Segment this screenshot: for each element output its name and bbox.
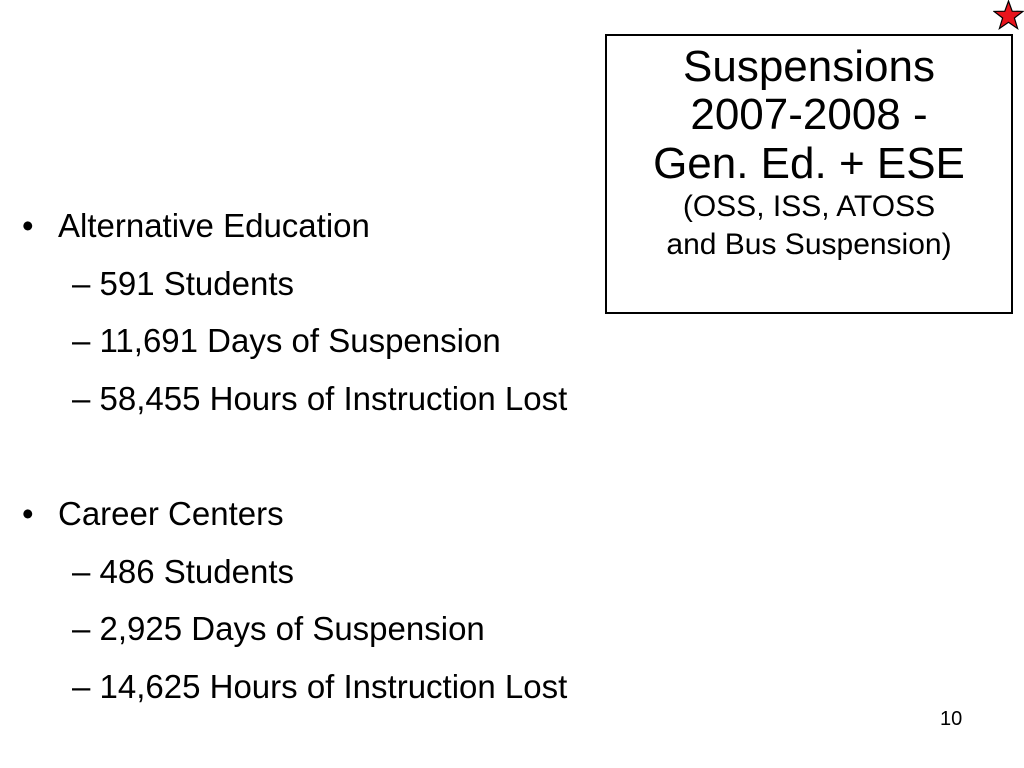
bullet-dot: • (22, 207, 34, 244)
sub-bullet-days: – 2,925 Days of Suspension (72, 610, 485, 647)
bullet-career-centers (22, 495, 284, 533)
title-line-2: 2007-2008 - (690, 90, 928, 140)
sub-bullet-students: – 591 Students (72, 265, 295, 302)
sub-bullet-hours: – 58,455 Hours of Instruction Lost (72, 380, 568, 417)
bullet-dot: • (22, 495, 34, 532)
bullet-heading: Alternative Education (58, 207, 370, 244)
title-line-1: Suspensions (683, 42, 935, 91)
sub-bullet-students: – 486 Students (72, 553, 295, 590)
sub-bullet-hours: – 14,625 Hours of Instruction Lost (72, 668, 568, 705)
title-line-3: Gen. Ed. + ESE (653, 138, 965, 188)
title-subtitle-1: (OSS, ISS, ATOSS (682, 190, 936, 224)
sub-bullet-days: – 11,691 Days of Suspension (72, 322, 501, 359)
star-icon (993, 0, 1024, 30)
slide-number: 10 (940, 708, 963, 730)
title-subtitle-2: and Bus Suspension) (666, 227, 952, 261)
bullet-heading: Career Centers (58, 495, 284, 532)
bullet-alternative-education (22, 207, 370, 245)
